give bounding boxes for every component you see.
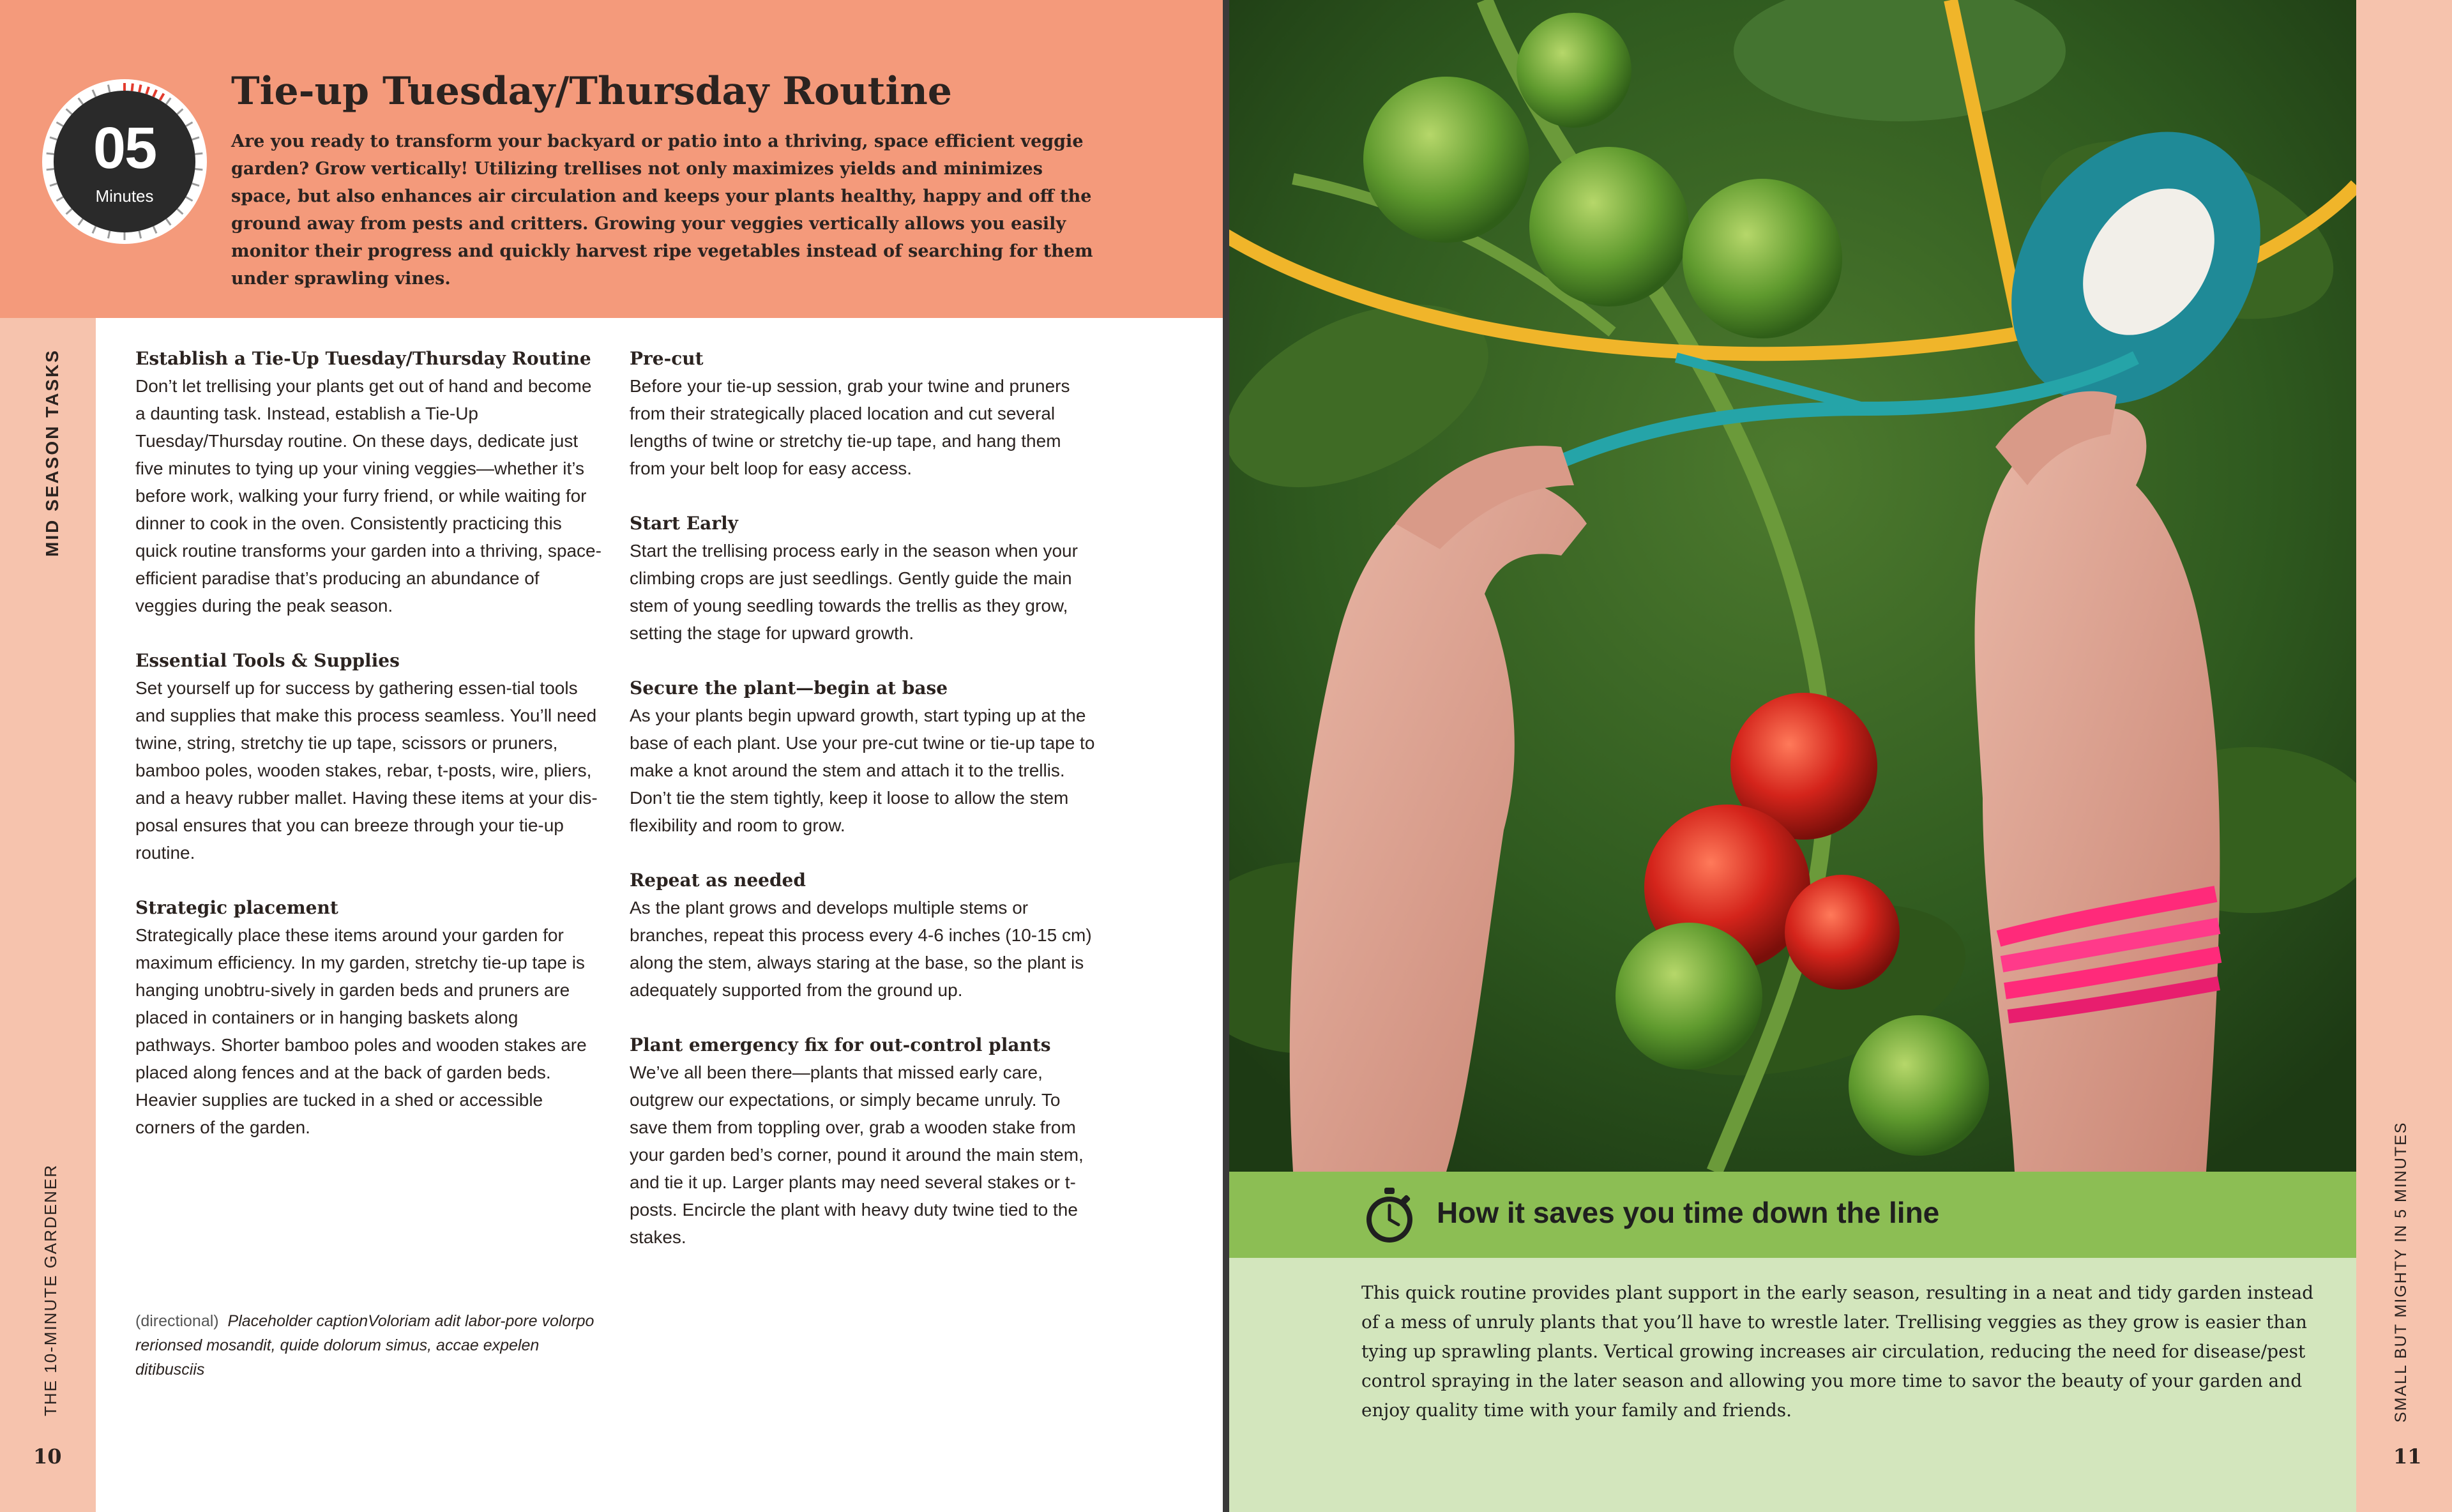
section-heading: Repeat as needed — [630, 870, 806, 891]
section-label: MID SEASON TASKS — [42, 349, 62, 557]
chapter-label: SMALL BUT MIGHTY IN 5 MINUTES — [2392, 1121, 2410, 1423]
page-title: Tie-up Tuesday/Thursday Routine — [231, 69, 952, 114]
section-body: As your plants begin upward growth, start typing up at the base of each plant. Use your pre-cut twine or tie-up tape to make a knot around the stem and attach it to the trellis. Don’t tie the stem tightly, keep it loose to allow the stem flexibility and room to grow. — [630, 706, 1095, 835]
tomato-tie-up-photo — [1229, 0, 2356, 1172]
section-heading: Pre-cut — [630, 348, 704, 369]
photo-illustration — [1229, 0, 2356, 1172]
page-number-right: 11 — [2393, 1444, 2422, 1469]
book-spine — [1223, 0, 1229, 1512]
section-body: We’ve all been there—plants that missed early care, outgrew our expectations, or simply became unruly. To save them from toppling over, grab a wooden stake from your garden bed’s corner, pound it around the main stem, and tie it up. Larger plants may need several stakes or t-posts. Encircle the plant with heavy duty twine tied to the stakes. — [630, 1062, 1084, 1247]
section-body: Don’t let trellising your plants get out of hand and become a daunting task. Instead, establish a Tie-Up Tuesday/Thursday routine. On these days, dedicate just five minutes to tying up your vining veggies—whether it’s before work, walking your furry friend, or while waiting for dinner to cook in the oven. Consistently practicing this quick routine transforms your garden into a thriving, space-efficient paradise that’s producing an abundance of veggies during the peak season. — [135, 376, 602, 616]
book-title-label: THE 10-MINUTE GARDENER — [41, 1163, 60, 1416]
caption-text: Placeholder captionVoloriam adit labor-pore volorpo rerionsed mosandit, quide dolorum simus, accae expelen ditibusciis — [135, 1312, 594, 1379]
tip-text: This quick routine provides plant support in the early season, resulting in a neat and tidy garden instead of a mess of unruly plants that you’ll have to wrestle later. Trellising veggies as they grow is easier than tying up sprawling plants. Vertical growing increases air circulation, reducing the need for disease/pest control spraying in the later season and allowing you more time to savor the beauty of your garden and enjoy quality time with your family and friends. — [1361, 1282, 2314, 1421]
section-body: As the plant grows and develops multiple stems or branches, repeat this process every 4-6 inches (10-15 cm) along the stem, always staring at the base, so the plant is adequately supported from the ground up. — [630, 898, 1092, 1000]
section-body: Before your tie-up session, grab your twine and pruners from their strategically placed location and cut several lengths of twine or stretchy tie-up tape, and hang them from your belt loop for easy access. — [630, 376, 1070, 478]
text-column-1 — [135, 345, 602, 1168]
tip-title: How it saves you time down the line — [1437, 1196, 1940, 1229]
timer-badge — [42, 79, 207, 244]
section-heading: Secure the plant—begin at base — [630, 677, 948, 699]
section-heading: Start Early — [630, 513, 738, 534]
section-body: Strategically place these items around your garden for maximum efficiency. In my garden, stretchy tie-up tape is hanging unobtru-sively in garden beds and pruners are placed in containers or in hanging baskets along pathways. Shorter bamboo poles and wooden stakes are placed along fences and at the back of garden beds. Heavier supplies are tucked in a shed or accessible corners of the garden. — [135, 925, 587, 1137]
section-body: Set yourself up for success by gathering essen-tial tools and supplies that make this process seamless. You’ll need twine, string, stretchy tie up tape, scissors or pruners, bamboo poles, wooden stakes, rebar, t-posts, wire, pliers, and a heavy rubber mallet. Having these items at your dis-posal ensures that you can breeze through your tie-up routine. — [135, 678, 598, 863]
text-column-2 — [630, 345, 1096, 1278]
timer-label: Minutes — [95, 186, 154, 206]
photo-caption — [135, 1309, 602, 1382]
timer-number: 05 — [93, 116, 156, 181]
section-heading: Strategic placement — [135, 897, 338, 918]
timer-face — [54, 91, 195, 232]
caption-direction: (directional) — [135, 1312, 219, 1330]
section-heading: Essential Tools & Supplies — [135, 650, 400, 671]
intro-paragraph: Are you ready to transform your backyard or patio into a thriving, space efficient veggie garden? Grow vertically! Utilizing trellises not only maximizes yields and minimizes space, but also enhances air circulation and keeps your plants healthy, happy and off the ground away from pests and critters. Growing your veggies vertically allows you easily monitor their progress and quickly harvest ripe vegetables instead of searching for them under sprawling vines. — [231, 132, 1093, 289]
section-body: Start the trellising process early in the season when your climbing crops are just seedlings. Gently guide the main stem of young seedling towards the trellis as they grow, setting the stage for upward growth. — [630, 541, 1078, 643]
stopwatch-icon — [1363, 1186, 1416, 1245]
section-heading: Establish a Tie-Up Tuesday/Thursday Routine — [135, 348, 591, 369]
page-number-left: 10 — [33, 1444, 62, 1469]
section-heading: Plant emergency fix for out-control plants — [630, 1034, 1051, 1055]
